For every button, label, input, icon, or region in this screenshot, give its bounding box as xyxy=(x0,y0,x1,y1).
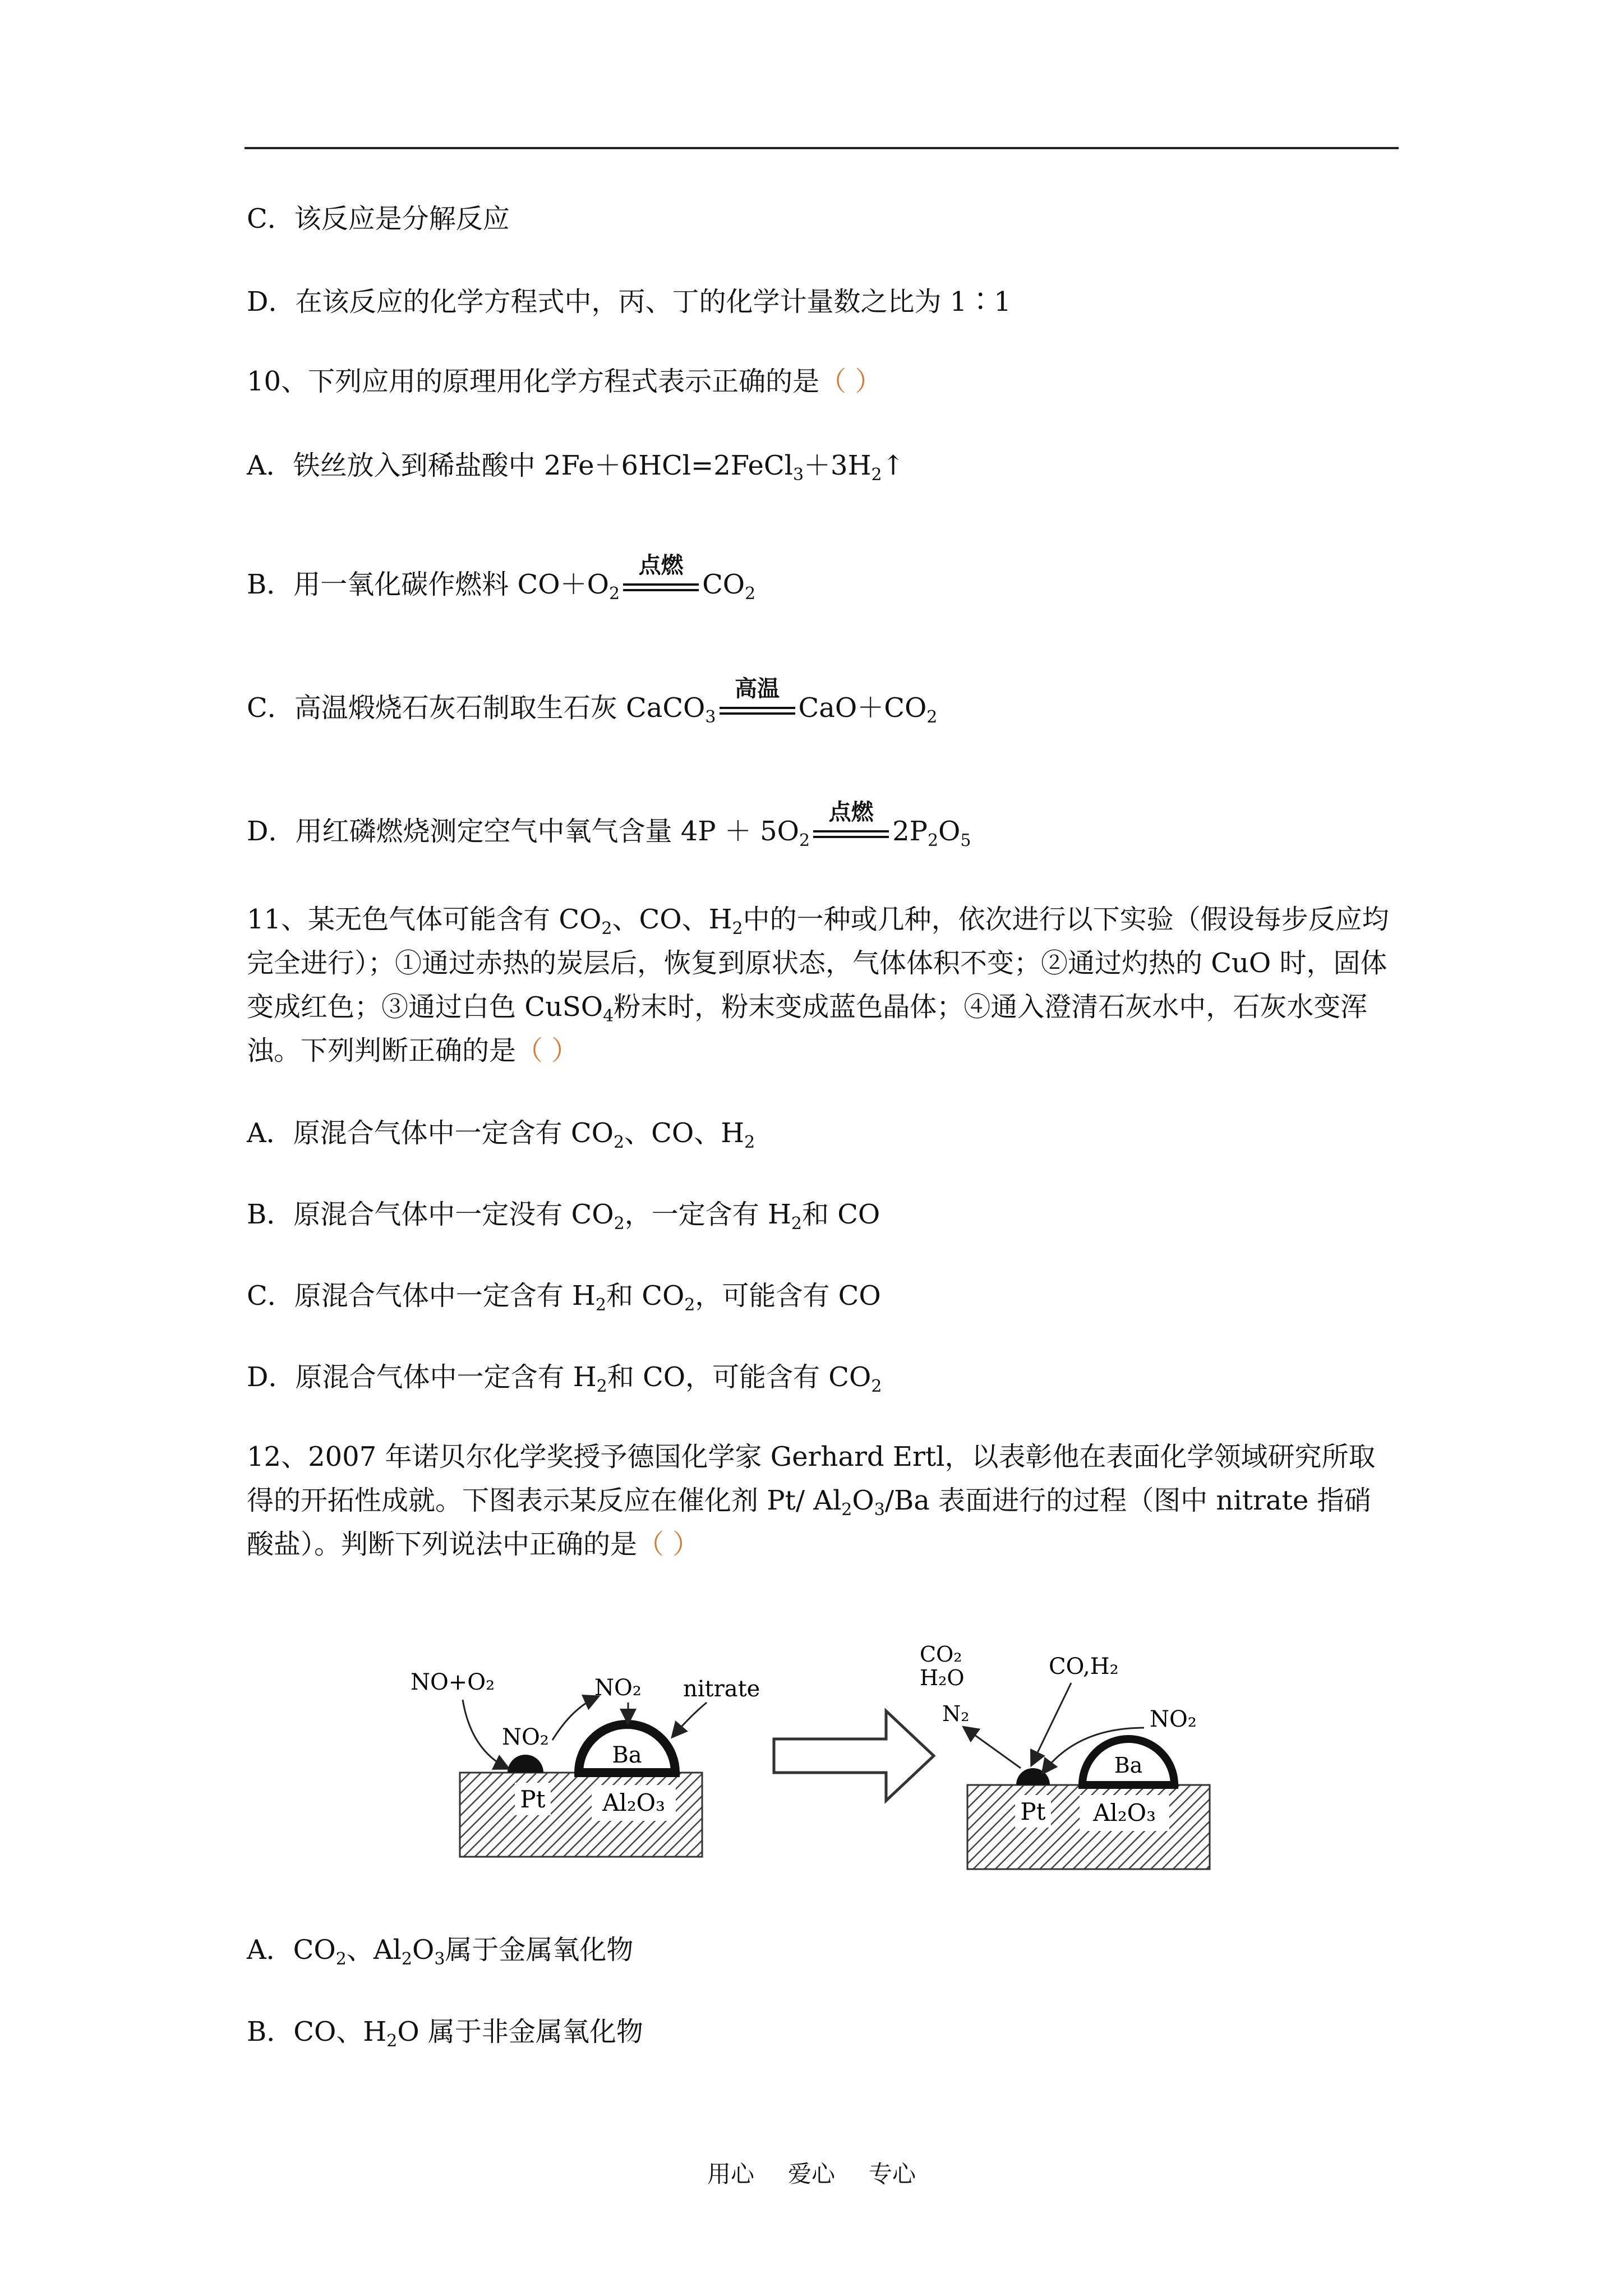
pt-particle xyxy=(508,1755,543,1773)
al2o3-label: Al₂O₃ xyxy=(1093,1799,1156,1826)
answer-paren: （ ） xyxy=(516,1035,579,1066)
co-h2-label: CO,H₂ xyxy=(1049,1654,1119,1680)
option-d-q11: D．原混合气体中一定含有 $H_2$和 CO，可能含有 $CO_2$ xyxy=(247,1361,882,1396)
nitrate-label: nitrate xyxy=(683,1676,760,1702)
ba-label: Ba xyxy=(612,1742,642,1768)
footer-item: 专心 xyxy=(869,2160,916,2188)
ba-label: Ba xyxy=(1114,1753,1143,1778)
al2o3-label: Al₂O₃ xyxy=(602,1789,665,1816)
condition-label: 点燃 xyxy=(638,553,684,578)
option-b-q11: B．原混合气体中一定没有 $CO_2$，一定含有 $H_2$和 CO xyxy=(247,1199,880,1234)
h2o-label: H₂O xyxy=(920,1665,965,1690)
option-c-q9: C．该反应是分解反应 xyxy=(247,203,510,234)
no-o2-label: NO+O₂ xyxy=(411,1669,495,1695)
answer-paren: （ ） xyxy=(819,366,882,397)
option-a-q12: A．$CO_2$、$Al_2O_3$属于金属氧化物 xyxy=(247,1934,634,1969)
option-c-q10: C．高温煅烧石灰石制取生石灰 CaCO$_3$ 高温 $CaO+CO_2$ xyxy=(247,676,938,727)
no2-label: NO₂ xyxy=(1150,1706,1197,1732)
process-arrow xyxy=(774,1711,934,1801)
option-b-q12: B．CO、$H_2O$ 属于非金属氧化物 xyxy=(247,2016,643,2051)
answer-paren: （ ） xyxy=(637,1529,700,1560)
option-a-q11: A．原混合气体中一定含有 $CO_2$、CO、$H_2$ xyxy=(247,1117,755,1152)
question-10: 10、下列应用的原理用化学方程式表示正确的是（ ） xyxy=(247,366,882,397)
option-a-q10: A．铁丝放入到稀盐酸中 $2Fe+6HCl=2FeCl_3+3H_2↑$ xyxy=(247,450,905,485)
footer-item: 用心 xyxy=(707,2160,754,2188)
no2-label-low: NO₂ xyxy=(502,1724,549,1750)
no2-label-top: NO₂ xyxy=(594,1675,642,1701)
condition-label: 高温 xyxy=(735,676,780,702)
option-c-q11: C．原混合气体中一定含有 $H_2$和 $CO_2$，可能含有 CO xyxy=(247,1280,881,1315)
catalyst-diagram xyxy=(404,1638,1245,1874)
co2-label: CO₂ xyxy=(920,1642,962,1667)
left-panel xyxy=(411,1669,760,1857)
page-footer xyxy=(0,2156,1623,2189)
option-d-q10: D．用红磷燃烧测定空气中氧气含量 $4P + 5O_2$ 点燃 $2P_2O_5$ xyxy=(247,799,971,850)
n2-label: N₂ xyxy=(942,1701,970,1726)
reaction-arrow xyxy=(720,676,795,717)
reaction-arrow xyxy=(813,799,889,840)
right-panel xyxy=(920,1642,1210,1869)
footer-item: 爱心 xyxy=(787,2160,835,2188)
pt-label: Pt xyxy=(1020,1798,1046,1825)
option-b-q10: B．用一氧化碳作燃料 $CO+O_2$ 点燃 $CO_2$ xyxy=(247,553,756,604)
option-d-q9: D．在该反应的化学方程式中，丙、丁的化学计量数之比为 1∶1 xyxy=(247,286,1011,318)
reaction-arrow xyxy=(623,553,699,593)
condition-label: 点燃 xyxy=(828,799,874,825)
question-11: 11、某无色气体可能含有 $CO_2$、CO、$H_2$中的一种或几种，依次进行以下实验（假设每步反应均完全进行）；①通过赤热的炭层后，恢复到原状态，气体体积不变；②通过灼热的 CuO 时，固体变成红色；③通过白色 CuSO$_4$粉末时，粉末变成蓝色晶体；④通入澄清石灰水中，石灰水变浑浊。下列判断正确的是（ ） xyxy=(247,904,1389,1066)
pt-label: Pt xyxy=(520,1786,546,1813)
question-12: 12、2007 年诺贝尔化学奖授予德国化学家 Gerhard Ertl，以表彰他在表面化学领域研究所取得的开拓性成就。下图表示某反应在催化剂 Pt/ $Al_2O_3/Ba$ 表面进行的过程（图中 nitrate 指硝酸盐）。判断下列说法中正确的是（ ） xyxy=(247,1441,1376,1560)
header-rule xyxy=(245,147,1399,149)
